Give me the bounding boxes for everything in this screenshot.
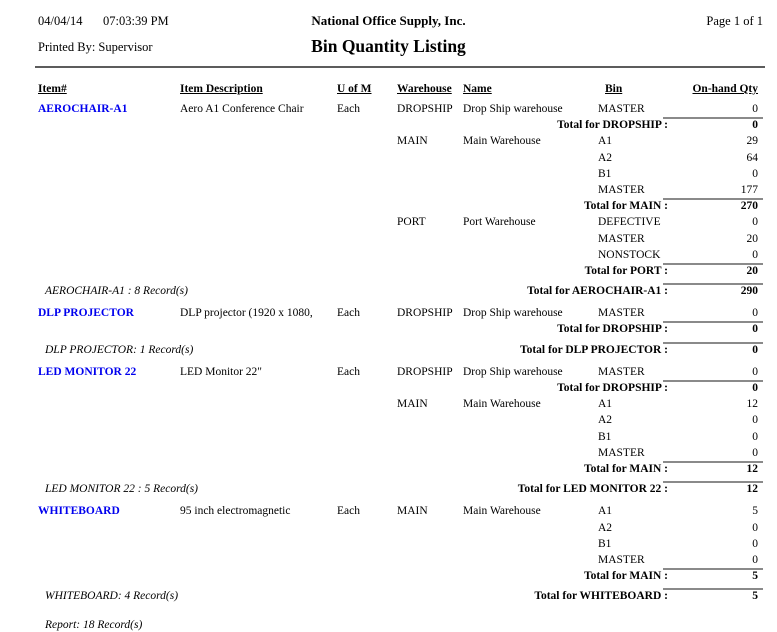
item-description: 95 inch electromagnetic <box>180 505 291 518</box>
total-qty-value: 5 <box>752 590 758 603</box>
total-row <box>0 380 777 396</box>
printed-by-label: Printed By: Supervisor <box>38 40 153 54</box>
report-body <box>0 101 777 631</box>
report-record-count: Report: 18 Record(s) <box>45 619 143 632</box>
bin-code: MASTER <box>598 103 645 115</box>
report-time: 07:03:39 PM <box>103 14 169 28</box>
total-label: Total for AEROCHAIR-A1 : <box>527 285 668 298</box>
total-row <box>0 283 777 299</box>
bin-detail-row <box>0 536 777 552</box>
onhand-qty-value: 20 <box>746 232 758 245</box>
bin-code: B1 <box>598 167 612 180</box>
warehouse-code: MAIN <box>397 398 428 411</box>
warehouse-name: Drop Ship warehouse <box>463 365 563 378</box>
onhand-qty-value: 0 <box>752 103 758 115</box>
record-count-note: WHITEBOARD: 4 Record(s) <box>45 590 179 603</box>
bin-detail-row <box>0 166 777 182</box>
onhand-qty-value: 177 <box>740 183 758 196</box>
item-description: DLP projector (1920 x 1080, <box>180 307 313 320</box>
column-header-uom: U of M <box>337 83 372 95</box>
total-row <box>0 568 777 584</box>
uom-value: Each <box>337 365 360 378</box>
onhand-qty-value: 0 <box>752 430 758 443</box>
column-header-description: Item Description <box>180 83 263 95</box>
report-rows <box>0 101 777 604</box>
bin-detail-row <box>0 133 777 149</box>
bin-code: A1 <box>598 135 613 148</box>
total-qty-value: 290 <box>740 285 758 298</box>
total-label: Total for DROPSHIP : <box>557 119 668 132</box>
column-header-bin: Bin <box>605 83 623 95</box>
bin-code: MASTER <box>598 553 645 566</box>
onhand-qty-value: 0 <box>752 248 758 261</box>
item-code-link[interactable]: LED MONITOR 22 <box>38 365 137 378</box>
bin-detail-row <box>0 214 777 230</box>
item-code-link[interactable]: WHITEBOARD <box>38 505 120 518</box>
uom-value: Each <box>337 307 360 320</box>
onhand-qty-value: 12 <box>746 398 758 411</box>
onhand-qty-value: 0 <box>752 521 758 534</box>
bin-detail-row <box>0 396 777 412</box>
bin-code: B1 <box>598 430 612 443</box>
bin-detail-row <box>0 182 777 198</box>
warehouse-name: Main Warehouse <box>463 505 541 518</box>
record-count-note: DLP PROJECTOR: 1 Record(s) <box>45 343 194 356</box>
bin-detail-row <box>0 101 777 117</box>
total-label: Total for WHITEBOARD : <box>534 590 668 603</box>
bin-detail-row <box>0 520 777 536</box>
total-qty-value: 20 <box>746 264 758 277</box>
bin-detail-row <box>0 364 777 380</box>
total-qty-value: 0 <box>752 119 758 132</box>
warehouse-name: Port Warehouse <box>463 216 536 229</box>
total-label: Total for MAIN : <box>583 570 668 583</box>
onhand-qty-value: 0 <box>752 537 758 550</box>
uom-value: Each <box>337 505 360 518</box>
total-qty-value: 0 <box>752 323 758 336</box>
bin-code: B1 <box>598 537 612 550</box>
total-label: Total for DROPSHIP : <box>557 382 668 394</box>
onhand-qty-value: 5 <box>752 505 758 518</box>
total-qty-value: 12 <box>746 483 758 496</box>
total-label: Total for PORT : <box>584 264 668 277</box>
total-row <box>0 263 777 279</box>
warehouse-name: Drop Ship warehouse <box>463 103 563 115</box>
column-header-item: Item# <box>38 83 67 95</box>
bin-detail-row <box>0 247 777 263</box>
warehouse-code: MAIN <box>397 505 428 518</box>
total-row <box>0 588 777 604</box>
bin-detail-row <box>0 429 777 445</box>
bin-code: A1 <box>598 398 613 411</box>
warehouse-code: DROPSHIP <box>397 365 453 378</box>
bin-detail-row <box>0 150 777 166</box>
total-row <box>0 321 777 337</box>
total-row <box>0 481 777 497</box>
warehouse-name: Drop Ship warehouse <box>463 307 563 320</box>
total-row <box>0 342 777 358</box>
bin-code: DEFECTIVE <box>598 216 661 229</box>
bin-code: MASTER <box>598 232 645 245</box>
total-row <box>0 461 777 477</box>
column-header-row <box>0 83 777 99</box>
onhand-qty-value: 64 <box>746 151 758 164</box>
onhand-qty-value: 0 <box>752 216 758 229</box>
warehouse-code: DROPSHIP <box>397 307 453 320</box>
bin-detail-row <box>0 503 777 519</box>
warehouse-name: Main Warehouse <box>463 398 541 411</box>
bin-code: NONSTOCK <box>598 248 661 261</box>
onhand-qty-value: 0 <box>752 365 758 378</box>
total-row <box>0 198 777 214</box>
item-code-link[interactable]: DLP PROJECTOR <box>38 307 134 320</box>
bin-detail-row <box>0 305 777 321</box>
bin-code: MASTER <box>598 365 645 378</box>
bin-detail-row <box>0 412 777 428</box>
column-header-name: Name <box>463 83 492 95</box>
total-label: Total for DROPSHIP : <box>557 323 668 336</box>
bin-detail-row <box>0 552 777 568</box>
header-rule <box>35 66 765 68</box>
total-qty-value: 5 <box>752 570 758 583</box>
bin-code: A1 <box>598 505 613 518</box>
warehouse-code: DROPSHIP <box>397 103 453 115</box>
bin-detail-row <box>0 231 777 247</box>
total-label: Total for DLP PROJECTOR : <box>519 343 668 356</box>
warehouse-code: MAIN <box>397 135 428 148</box>
total-label: Total for LED MONITOR 22 : <box>517 483 668 496</box>
total-label: Total for MAIN : <box>583 200 668 213</box>
bin-code: MASTER <box>598 446 645 459</box>
company-name: National Office Supply, Inc. <box>311 13 466 28</box>
onhand-qty-value: 29 <box>746 135 758 148</box>
onhand-qty-value: 0 <box>752 446 758 459</box>
record-count-note: LED MONITOR 22 : 5 Record(s) <box>45 483 198 496</box>
total-qty-value: 270 <box>740 200 758 213</box>
report-title: Bin Quantity Listing <box>311 36 466 56</box>
bin-code: MASTER <box>598 183 645 196</box>
bin-code: MASTER <box>598 307 645 320</box>
page-indicator: Page 1 of 1 <box>706 14 763 28</box>
onhand-qty-value: 0 <box>752 414 758 427</box>
onhand-qty-value: 0 <box>752 307 758 320</box>
total-label: Total for MAIN : <box>583 462 668 475</box>
onhand-qty-value: 0 <box>752 553 758 566</box>
total-qty-value: 0 <box>752 382 758 394</box>
report-date: 04/04/14 <box>38 14 83 28</box>
warehouse-code: PORT <box>397 216 426 229</box>
total-qty-value: 12 <box>746 462 758 475</box>
column-header-onhand-qty: On-hand Qty <box>692 83 758 95</box>
bin-code: A2 <box>598 414 613 427</box>
total-row <box>0 117 777 133</box>
item-code-link[interactable]: AEROCHAIR-A1 <box>38 103 128 115</box>
column-header-warehouse: Warehouse <box>397 83 452 95</box>
item-description: LED Monitor 22" <box>180 365 262 378</box>
total-qty-value: 0 <box>752 343 758 356</box>
uom-value: Each <box>337 103 360 115</box>
warehouse-name: Main Warehouse <box>463 135 541 148</box>
bin-code: A2 <box>598 521 613 534</box>
bin-code: A2 <box>598 151 613 164</box>
bin-detail-row <box>0 445 777 461</box>
record-count-note: AEROCHAIR-A1 : 8 Record(s) <box>45 285 188 298</box>
onhand-qty-value: 0 <box>752 167 758 180</box>
item-description: Aero A1 Conference Chair <box>180 103 304 115</box>
